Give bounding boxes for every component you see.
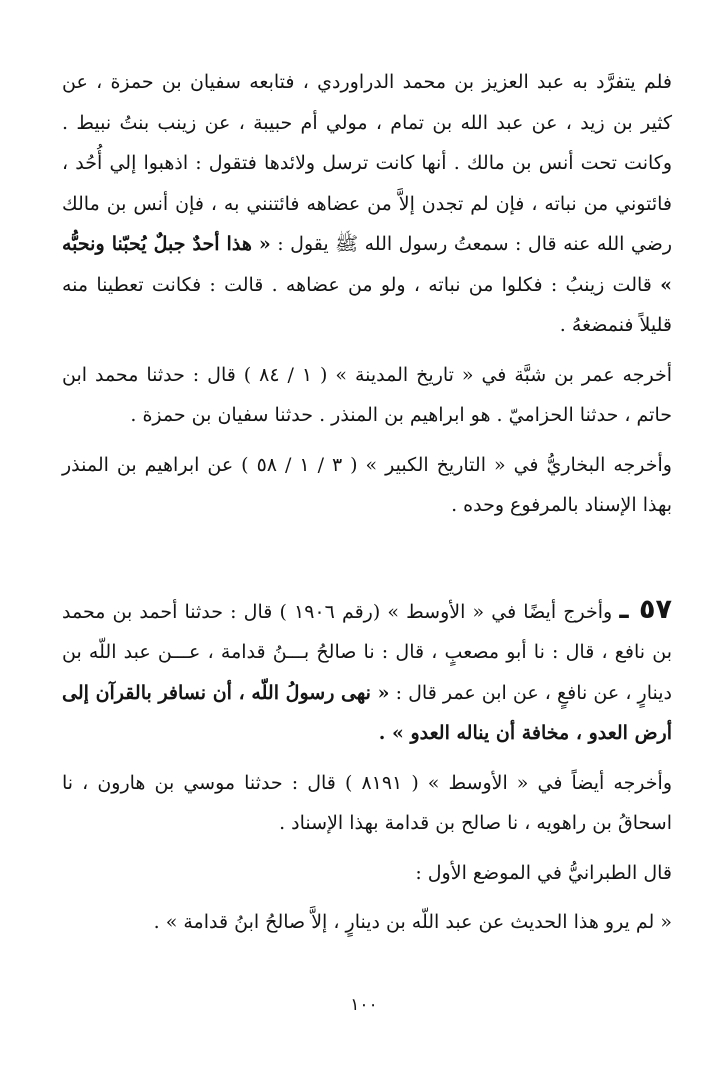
paragraph-5-text: وأخرجه أيضاً في « الأوسط » ( ٨١٩١ ) قال : حدثنا موسي بن هارون ، نا اسحاقُ بن راهويه ، نا صالح بن قدامة بهذا الإسناد .: [62, 771, 672, 834]
paragraph-1-quote: « هذا أحدٌ جبلٌ يُحبّنا ونحبُّه »: [62, 233, 673, 296]
paragraph-6: [62, 853, 672, 894]
paragraph-1-text: فلم يتفرَّد به عبد العزيز بن محمد الدراوردي ، فتابعه سفيان بن حمزة ، عن كثير بن زيد ، عن عبد الله بن تمام ، مولي أم حبيبة ، عن زينب بنتُ نبيط . وكانت تحت أنس بن مالك . أنها كانت ترسل ولائدها فتقول : اذهبوا إلي أُحُد ، فائتوني من نباته ، فإن لم تجدن إلاَّ من عضاهه فائتنني به ، فإن أنس بن مالك رضي الله عنه قال : سمعتُ رسول الله ﷺ يقول :: [62, 71, 673, 255]
paragraph-7-text: « لم يرو هذا الحديث عن عبد اللّه بن دينارٍ ، إلاَّ صالحُ ابنُ قدامة » .: [153, 911, 672, 933]
paragraph-4-quote: « نهى رسولُ اللّه ، أن نسافر بالقرآن إلى أرض العدو ، مخافة أن يناله العدو » .: [62, 681, 672, 744]
paragraph-2-text: أخرجه عمر بن شبَّة في « تاريخ المدينة » ( ١ / ٨٤ ) قال : حدثنا محمد ابن حاتم ، حدثنا الحزاميّ . هو ابراهيم بن المنذر . حدثنا سفيان بن حمزة .: [62, 363, 672, 426]
paragraph-1-tail: قالت زينبُ : فكلوا من نباته ، ولو من عضاهه . قالت : فكانت تعطينا منه قليلاً فنمضغهُ .: [62, 273, 672, 336]
paragraph-3: [62, 445, 672, 526]
page-number: ١٠٠: [350, 995, 378, 1015]
paragraph-1: [62, 62, 672, 346]
paragraph-4-text: وأخرج أيضًا في « الأوسط » (رقم ١٩٠٦ ) قال : حدثنا أحمد بن محمد بن نافع ، قال : نا أبو مصعبٍ ، قال : نا صالحُ بـــنُ قدامة ، عـــن عبد اللّه بن دينارٍ ، عن نافعٍ ، عن ابن عمر قال :: [62, 600, 672, 704]
paragraph-6-text: قال الطبرانيُّ في الموضع الأول :: [415, 861, 672, 884]
paragraph-7: [62, 902, 672, 943]
hadith-number: ٥٧ ـ: [619, 593, 672, 625]
paragraph-5: [62, 763, 672, 844]
page-body: [62, 62, 672, 943]
paragraph-2: [62, 355, 672, 436]
paragraph-hadith-57: [62, 590, 672, 754]
paragraph-3-text: وأخرجه البخاريُّ في « التاريخ الكبير » ( ٣ / ١ / ٥٨ ) عن ابراهيم بن المنذر بهذا الإسناد بالمرفوع وحده .: [62, 453, 672, 516]
